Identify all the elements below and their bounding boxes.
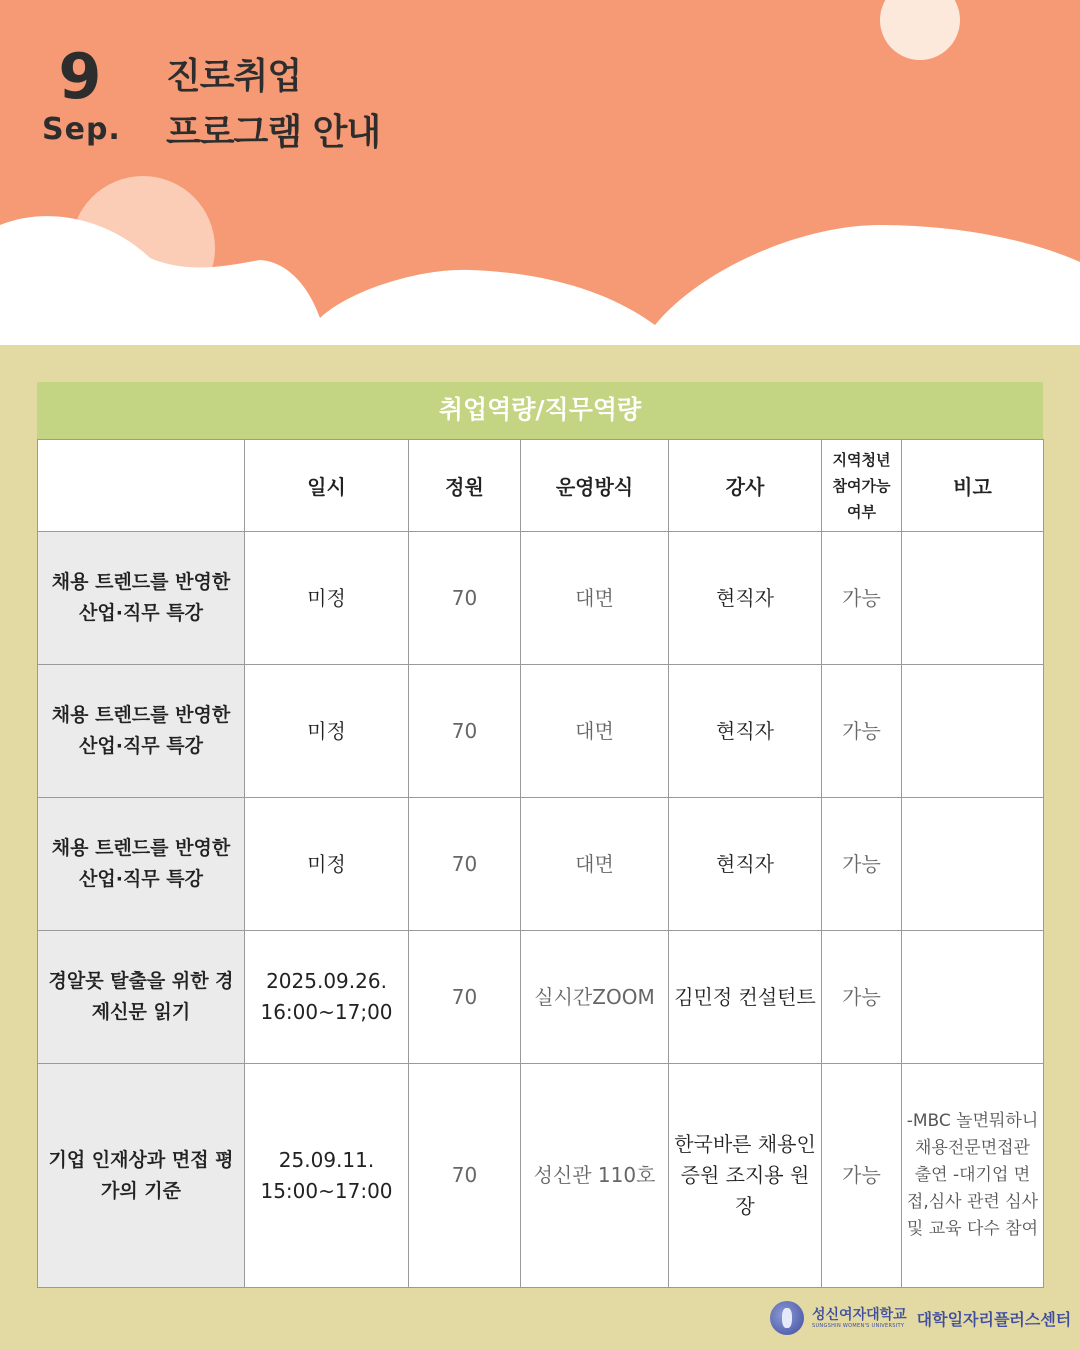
program-instructor: 현직자 — [669, 665, 822, 798]
program-table-section — [37, 382, 1043, 1288]
program-name: 경알못 탈출을 위한 경제신문 읽기 — [38, 931, 245, 1064]
university-name-ko: 성신여자대학교 — [812, 1306, 907, 1323]
date-day: 9 — [58, 40, 102, 113]
program-method: 실시간ZOOM — [521, 931, 669, 1064]
program-name: 채용 트렌드를 반영한 산업·직무 특강 — [38, 532, 245, 665]
col-note: 비고 — [902, 440, 1044, 532]
program-regional: 가능 — [822, 1064, 902, 1288]
program-capacity: 70 — [409, 1064, 521, 1288]
program-regional: 가능 — [822, 665, 902, 798]
program-date: 미정 — [245, 532, 409, 665]
program-instructor: 한국바른 채용인증원 조지용 원장 — [669, 1064, 822, 1288]
program-capacity: 70 — [409, 665, 521, 798]
hero-banner — [0, 0, 1080, 345]
program-instructor: 현직자 — [669, 798, 822, 931]
program-date: 2025.09.26. 16:00~17;00 — [245, 931, 409, 1064]
table-row — [38, 931, 1044, 1064]
program-method: 성신관 110호 — [521, 1064, 669, 1288]
program-regional: 가능 — [822, 931, 902, 1064]
table-row — [38, 1064, 1044, 1288]
program-instructor: 현직자 — [669, 532, 822, 665]
col-program — [38, 440, 245, 532]
page-title-line1: 진로취업 — [166, 56, 302, 97]
program-note — [902, 665, 1044, 798]
center-name: 대학일자리플러스센터 — [916, 1309, 1072, 1329]
program-capacity: 70 — [409, 532, 521, 665]
university-emblem-icon — [770, 1301, 804, 1335]
program-name: 채용 트렌드를 반영한 산업·직무 특강 — [38, 665, 245, 798]
program-note: -MBC 놀면뭐하니 채용전문면접관 출연 -대기업 면접,심사 관련 심사 및 교육 다수 참여 — [902, 1064, 1044, 1288]
footer-logo — [770, 1301, 1071, 1335]
table-row — [38, 798, 1044, 931]
col-instructor: 강사 — [669, 440, 822, 532]
program-regional: 가능 — [822, 532, 902, 665]
table-row — [38, 665, 1044, 798]
program-date: 미정 — [245, 798, 409, 931]
program-regional: 가능 — [822, 798, 902, 931]
university-name — [812, 1307, 907, 1330]
program-method: 대면 — [521, 665, 669, 798]
program-note — [902, 931, 1044, 1064]
program-method: 대면 — [521, 798, 669, 931]
col-method: 운영방식 — [521, 440, 669, 532]
program-note — [902, 798, 1044, 931]
col-regional: 지역청년 참여가능 여부 — [822, 440, 902, 532]
table-row — [38, 532, 1044, 665]
program-capacity: 70 — [409, 931, 521, 1064]
program-name: 채용 트렌드를 반영한 산업·직무 특강 — [38, 798, 245, 931]
cloud-decoration — [0, 0, 1080, 345]
section-title: 취업역량/직무역량 — [37, 382, 1043, 439]
program-method: 대면 — [521, 532, 669, 665]
program-capacity: 70 — [409, 798, 521, 931]
table-header-row — [38, 440, 1044, 532]
university-name-en: SUNGSHIN WOMEN'S UNIVERSITY — [812, 1322, 905, 1329]
program-note — [902, 532, 1044, 665]
program-date: 25.09.11. 15:00~17:00 — [245, 1064, 409, 1288]
col-capacity: 정원 — [409, 440, 521, 532]
page-title-line2: 프로그램 안내 — [166, 112, 381, 153]
program-date: 미정 — [245, 665, 409, 798]
program-name: 기업 인재상과 면접 평가의 기준 — [38, 1064, 245, 1288]
col-date: 일시 — [245, 440, 409, 532]
program-instructor: 김민정 컨설턴트 — [669, 931, 822, 1064]
date-month: Sep. — [42, 112, 121, 147]
program-table — [37, 439, 1044, 1288]
